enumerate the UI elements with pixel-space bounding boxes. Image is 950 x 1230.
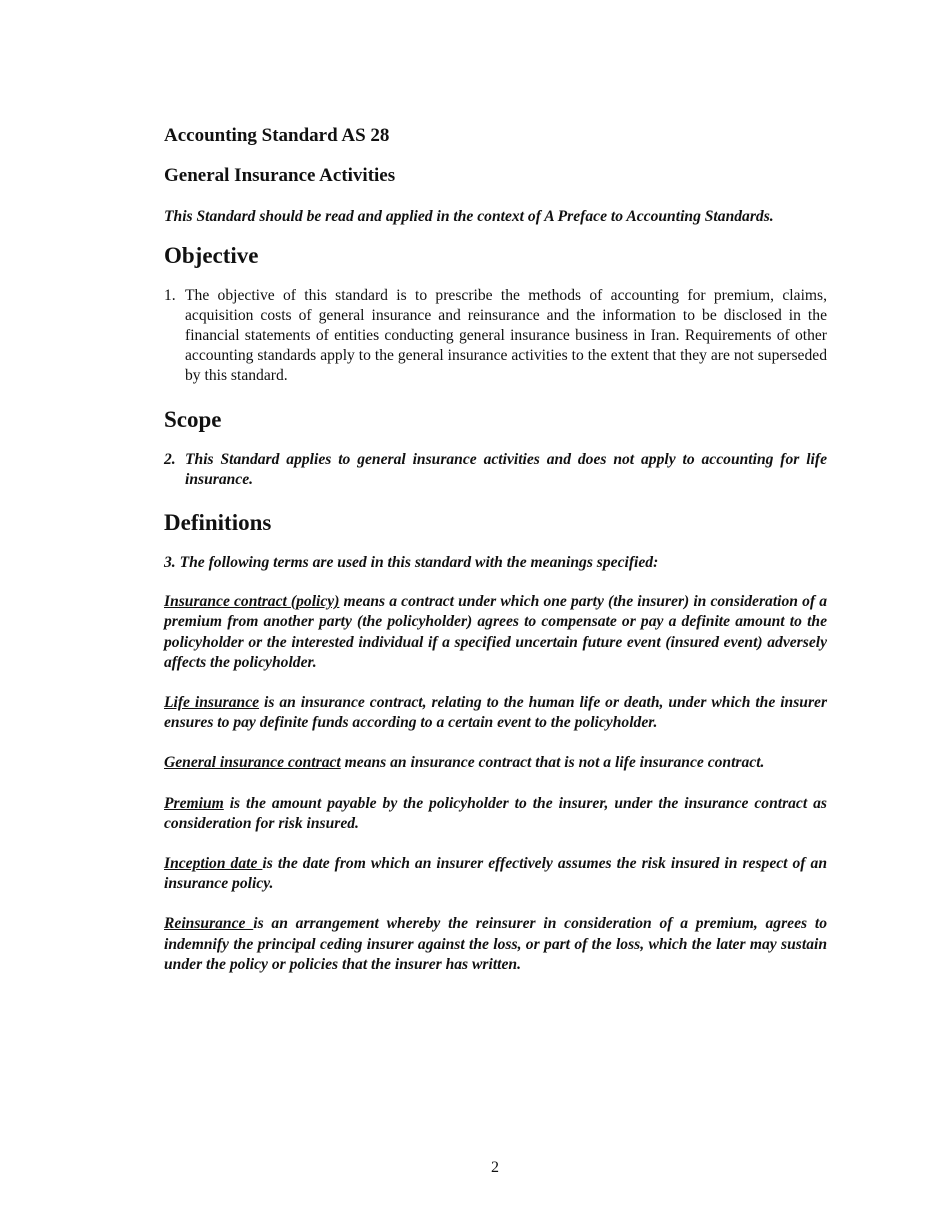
objective-paragraph-text: The objective of this standard is to prescribe the methods of accounting for premium, claims, acquisition costs of general insurance and reinsurance and the information to be disclosed in the financial statements of entities conducting general insurance business in Iran. Requirements of other accounting standards apply to the general insurance activities to the extent that they are not superseded by this standard.: [185, 286, 827, 385]
definition-insurance-contract: [164, 592, 827, 673]
definition-term: Insurance contract (policy): [164, 593, 340, 611]
scope-paragraph: [164, 450, 827, 490]
definition-life-insurance: [164, 693, 827, 733]
definition-term: Premium: [164, 794, 224, 812]
definitions-intro: 3. The following terms are used in this standard with the meanings specified:: [164, 553, 659, 571]
definition-text: means an insurance contract that is not a life insurance contract.: [340, 754, 765, 772]
definition-text: is the date from which an insurer effectively assumes the risk insured in respect of an insurance policy.: [164, 854, 827, 893]
objective-heading: Objective: [164, 242, 259, 268]
scope-heading: Scope: [164, 406, 222, 432]
definition-text: means a contract under which one party (the insurer) in consideration of a premium from another party (the policyholder) agrees to compensate or pay a definite amount to the policyholder or the interested individual if a specified uncertain future event (insured event) adversely affects the policyholder.: [164, 593, 827, 671]
objective-paragraph: [164, 286, 827, 387]
definition-term: Life insurance: [164, 693, 260, 711]
definition-text: is an insurance contract, relating to the human life or death, under which the insurer ensures to pay definite funds according to a certain event to the policyholder.: [164, 693, 828, 732]
document-title: Accounting Standard AS 28: [164, 125, 390, 146]
definition-reinsurance: [164, 914, 827, 975]
definition-general-insurance-contract: [164, 753, 827, 773]
page-number: 2: [491, 1159, 499, 1176]
definition-inception-date: [164, 854, 827, 894]
definition-premium: [164, 794, 827, 834]
scope-paragraph-text: This Standard applies to general insurance activities and does not apply to accounting for life insurance.: [185, 450, 827, 488]
document-page: [164, 124, 827, 995]
definition-term: Reinsurance: [164, 915, 254, 933]
definition-text: is an arrangement whereby the reinsurer in consideration of a premium, agrees to indemnify the principal ceding insurer against the loss, or part of the loss, which the later may sustain under the policy or policies that the insurer has written.: [164, 915, 827, 973]
objective-paragraph-number: 1.: [164, 286, 176, 304]
scope-paragraph-number: 2.: [164, 450, 176, 468]
definition-term: General insurance contract: [164, 754, 341, 772]
definition-term: Inception date: [164, 854, 263, 872]
definition-text: is the amount payable by the policyholder to the insurer, under the insurance contract as consideration for risk insured.: [164, 794, 827, 832]
preface-note: This Standard should be read and applied in the context of A Preface to Accounting Standards.: [164, 208, 774, 225]
definitions-heading: Definitions: [164, 509, 272, 535]
document-subtitle: General Insurance Activities: [164, 165, 396, 186]
